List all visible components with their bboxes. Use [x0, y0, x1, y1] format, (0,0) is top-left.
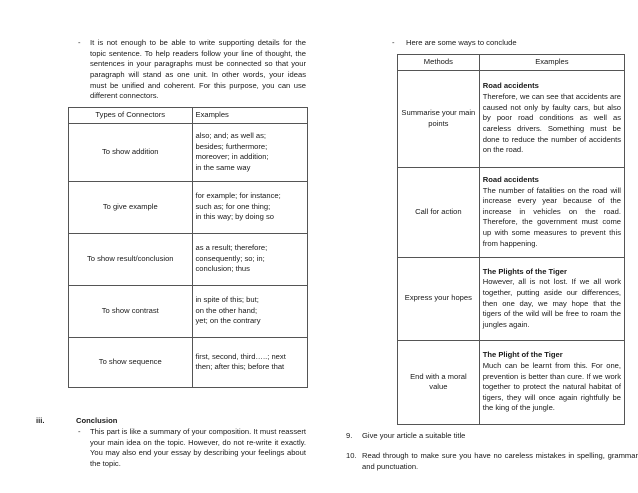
connector-type: To show contrast — [69, 285, 193, 337]
example-line: in the same way — [195, 162, 251, 172]
example-title: Road accidents — [482, 81, 539, 91]
methods-table — [397, 54, 625, 425]
connector-type: To show result/conclusion — [69, 233, 193, 285]
table-row — [398, 340, 625, 424]
method-example — [479, 340, 624, 424]
intro-bullet — [78, 38, 306, 102]
step-text: Read through to make sure you have no careless mistakes in spelling, grammar and punctuation. — [362, 451, 638, 471]
bullet-dash: - — [392, 38, 395, 47]
method-name: End with a moral value — [398, 340, 480, 424]
table-row — [69, 233, 308, 285]
connector-examples — [192, 285, 308, 337]
step-item — [346, 431, 638, 442]
step-item — [346, 451, 638, 472]
example-line: yet; on the contrary — [195, 316, 261, 326]
example-line: then; after this; before that — [195, 362, 285, 372]
example-line: in this way; by doing so — [195, 212, 275, 222]
example-title: The Plight of the Tiger — [482, 350, 563, 360]
step-number: 10. — [346, 451, 357, 460]
example-line: on the other hand; — [195, 305, 258, 315]
method-name: Call for action — [398, 167, 480, 257]
method-example — [479, 257, 624, 340]
bullet-dash: - — [78, 38, 81, 47]
step-number: 9. — [346, 431, 353, 440]
table-header-row — [398, 55, 625, 71]
example-line: as a result; therefore; — [195, 243, 268, 253]
column-header: Examples — [192, 108, 308, 124]
connectors-table — [68, 107, 308, 388]
table-row — [398, 70, 625, 167]
table-row — [69, 285, 308, 337]
table-row — [69, 123, 308, 181]
connector-type: To show addition — [69, 123, 193, 181]
step-text: Give your article a suitable title — [362, 431, 466, 440]
method-example — [479, 70, 624, 167]
method-example — [479, 167, 624, 257]
table-row — [398, 167, 625, 257]
example-line: first, second, third…..; next — [195, 351, 286, 361]
conclude-bullet — [392, 38, 612, 49]
example-text: Therefore, we can see that accidents are caused not only by faulty cars, but also by poor road conditions as well as careless drivers. Something must be done to reduce the number of accidents on the road. — [482, 92, 621, 155]
example-title: The Plights of the Tiger — [482, 266, 567, 276]
example-title: Road accidents — [482, 174, 539, 184]
connector-type: To give example — [69, 181, 193, 233]
conclusion-bullet-text: This part is like a summary of your composition. It must reassert your main idea on the topic. However, do not re-write it exactly. You may also end your essay by describing your feelings about the topic. — [90, 427, 306, 468]
table-row — [69, 181, 308, 233]
column-header: Types of Connectors — [69, 108, 193, 124]
method-name: Summarise your main points — [398, 70, 480, 167]
section-numeral: iii. — [36, 416, 45, 425]
example-line: conclusion; thus — [195, 264, 250, 274]
intro-bullet-text: It is not enough to be able to write supporting details for the topic sentence. To help readers follow your line of thought, the sentences in your paragraphs must be connected so that your paragraph will stand as one unit. In other words, your ideas must be unified and coherent. For this purpose, you can use different connectors. — [90, 38, 306, 101]
table-row — [69, 337, 308, 387]
example-text: Much can be learnt from this. For one, prevention is better than cure. If we work together to protect the natural habitat of tigers, they will once again rightfully be the king of the jungle. — [482, 360, 621, 413]
connector-type: To show sequence — [69, 337, 193, 387]
conclude-bullet-text: Here are some ways to conclude — [406, 38, 517, 47]
connector-examples — [192, 337, 308, 387]
example-line: in spite of this; but; — [195, 295, 259, 305]
column-header: Methods — [398, 55, 480, 71]
conclusion-bullet — [78, 427, 306, 470]
example-line: such as; for one thing; — [195, 201, 271, 211]
example-line: for example; for instance; — [195, 191, 281, 201]
example-line: consequently; so; in; — [195, 253, 265, 263]
column-header: Examples — [479, 55, 624, 71]
table-row — [398, 257, 625, 340]
table-header-row — [69, 108, 308, 124]
connector-examples — [192, 181, 308, 233]
example-line: also; and; as well as; — [195, 130, 266, 140]
section-heading: Conclusion — [76, 416, 118, 425]
example-line: moreover; in addition; — [195, 152, 269, 162]
connector-examples — [192, 233, 308, 285]
bullet-dash: - — [78, 427, 81, 436]
example-line: besides; furthermore; — [195, 141, 268, 151]
example-text: The number of fatalities on the road will increase every year because of the increase in vehicles on the road. Therefore, the government must come up with some measures to prevent this from happening. — [482, 185, 621, 248]
connector-examples — [192, 123, 308, 181]
method-name: Express your hopes — [398, 257, 480, 340]
example-text: However, all is not lost. If we all work together, putting aside our differences, then one day, we may hope that the tigers of the wild will be free to roam the jungles again. — [482, 277, 621, 329]
